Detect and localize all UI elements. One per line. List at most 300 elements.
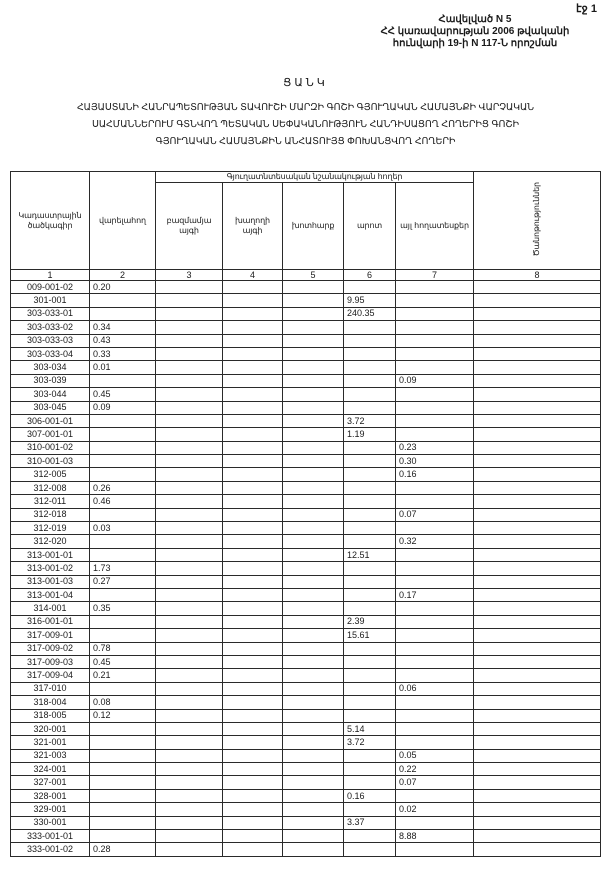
cell-perennial — [156, 763, 223, 776]
cell-note — [474, 722, 601, 735]
cell-hayfield — [283, 763, 344, 776]
cell-hayfield — [283, 816, 344, 829]
cell-arable: 0.35 — [90, 602, 156, 615]
table-row — [11, 522, 601, 535]
cell-pasture — [344, 347, 396, 360]
cell-note — [474, 562, 601, 575]
cell-vineyard — [223, 763, 283, 776]
cell-vineyard — [223, 441, 283, 454]
cell-arable — [90, 441, 156, 454]
cell-note — [474, 709, 601, 722]
cell-code: 314-001 — [11, 602, 90, 615]
cell-other: 0.06 — [396, 682, 474, 695]
cell-hayfield — [283, 455, 344, 468]
table-row — [11, 602, 601, 615]
cell-note — [474, 294, 601, 307]
cell-vineyard — [223, 548, 283, 561]
cell-vineyard — [223, 294, 283, 307]
table-row — [11, 428, 601, 441]
cell-other: 0.09 — [396, 374, 474, 387]
cell-arable — [90, 548, 156, 561]
header-vineyard: խաղողի այգի — [223, 183, 283, 270]
cell-note — [474, 803, 601, 816]
cell-arable — [90, 508, 156, 521]
cell-note — [474, 615, 601, 628]
cell-arable — [90, 629, 156, 642]
table-row — [11, 803, 601, 816]
cell-perennial — [156, 722, 223, 735]
cell-code: 321-003 — [11, 749, 90, 762]
cell-other: 0.02 — [396, 803, 474, 816]
cell-arable — [90, 682, 156, 695]
cell-pasture: 12.51 — [344, 548, 396, 561]
cell-arable — [90, 588, 156, 601]
table-row — [11, 575, 601, 588]
cell-vineyard — [223, 481, 283, 494]
cell-arable — [90, 374, 156, 387]
cell-code: 318-004 — [11, 696, 90, 709]
cell-hayfield — [283, 522, 344, 535]
cell-perennial — [156, 535, 223, 548]
cell-other: 0.17 — [396, 588, 474, 601]
cell-note — [474, 696, 601, 709]
cell-vineyard — [223, 468, 283, 481]
cell-hayfield — [283, 615, 344, 628]
cell-code: 303-044 — [11, 388, 90, 401]
cell-code: 321-001 — [11, 736, 90, 749]
cell-other — [396, 347, 474, 360]
table-row — [11, 414, 601, 427]
table-row — [11, 588, 601, 601]
cell-pasture: 240.35 — [344, 307, 396, 320]
cell-pasture: 3.37 — [344, 816, 396, 829]
cell-pasture — [344, 468, 396, 481]
table-row — [11, 508, 601, 521]
table-row — [11, 763, 601, 776]
cell-perennial — [156, 388, 223, 401]
cell-perennial — [156, 830, 223, 843]
table-row — [11, 388, 601, 401]
cell-vineyard — [223, 495, 283, 508]
cell-hayfield — [283, 776, 344, 789]
cell-other — [396, 361, 474, 374]
cell-perennial — [156, 428, 223, 441]
cell-note — [474, 441, 601, 454]
cell-other — [396, 307, 474, 320]
cell-note — [474, 830, 601, 843]
cell-hayfield — [283, 669, 344, 682]
cell-note — [474, 588, 601, 601]
cell-hayfield — [283, 749, 344, 762]
cell-other: 0.07 — [396, 508, 474, 521]
cell-code: 312-020 — [11, 535, 90, 548]
cell-note — [474, 334, 601, 347]
cell-vineyard — [223, 334, 283, 347]
cell-perennial — [156, 776, 223, 789]
cell-perennial — [156, 414, 223, 427]
cell-note — [474, 455, 601, 468]
cell-pasture — [344, 481, 396, 494]
cell-perennial — [156, 816, 223, 829]
cell-pasture — [344, 522, 396, 535]
table-row — [11, 562, 601, 575]
cell-other — [396, 294, 474, 307]
cell-code: 333-001-02 — [11, 843, 90, 856]
cell-perennial — [156, 334, 223, 347]
cell-hayfield — [283, 495, 344, 508]
cell-arable: 0.26 — [90, 481, 156, 494]
cell-other — [396, 495, 474, 508]
column-number: 8 — [474, 270, 601, 281]
cell-note — [474, 736, 601, 749]
cell-hayfield — [283, 294, 344, 307]
cell-pasture — [344, 401, 396, 414]
cell-code: 317-009-03 — [11, 655, 90, 668]
cell-note — [474, 789, 601, 802]
cell-note — [474, 281, 601, 294]
cell-pasture: 9.95 — [344, 294, 396, 307]
cell-arable: 0.09 — [90, 401, 156, 414]
cell-hayfield — [283, 789, 344, 802]
cell-vineyard — [223, 655, 283, 668]
cell-pasture — [344, 455, 396, 468]
table-row — [11, 789, 601, 802]
cell-code: 307-001-01 — [11, 428, 90, 441]
table-row — [11, 307, 601, 320]
cell-arable: 0.45 — [90, 388, 156, 401]
cell-perennial — [156, 642, 223, 655]
cell-vineyard — [223, 803, 283, 816]
cell-pasture: 3.72 — [344, 414, 396, 427]
cell-vineyard — [223, 455, 283, 468]
cell-other: 0.22 — [396, 763, 474, 776]
cell-code: 327-001 — [11, 776, 90, 789]
cell-code: 312-011 — [11, 495, 90, 508]
cell-code: 333-001-01 — [11, 830, 90, 843]
cell-code: 303-034 — [11, 361, 90, 374]
cell-other — [396, 481, 474, 494]
table-row — [11, 361, 601, 374]
cell-other — [396, 789, 474, 802]
cell-other: 0.23 — [396, 441, 474, 454]
cell-vineyard — [223, 401, 283, 414]
cell-hayfield — [283, 722, 344, 735]
cell-code: 317-010 — [11, 682, 90, 695]
cell-perennial — [156, 803, 223, 816]
cell-other: 0.16 — [396, 468, 474, 481]
cell-note — [474, 602, 601, 615]
cell-code: 303-033-01 — [11, 307, 90, 320]
cell-pasture — [344, 642, 396, 655]
cell-vineyard — [223, 749, 283, 762]
cell-arable — [90, 455, 156, 468]
cell-code: 303-033-04 — [11, 347, 90, 360]
cell-arable — [90, 428, 156, 441]
cell-pasture — [344, 696, 396, 709]
cell-other — [396, 548, 474, 561]
table-row — [11, 374, 601, 387]
header-code: Կադաստրային ծածկագիր — [11, 172, 90, 270]
cell-pasture — [344, 495, 396, 508]
cell-arable: 0.78 — [90, 642, 156, 655]
cell-arable: 0.46 — [90, 495, 156, 508]
cell-note — [474, 535, 601, 548]
cell-vineyard — [223, 682, 283, 695]
table-row — [11, 629, 601, 642]
cell-code: 313-001-02 — [11, 562, 90, 575]
cell-note — [474, 548, 601, 561]
cell-perennial — [156, 602, 223, 615]
cell-other — [396, 522, 474, 535]
cell-hayfield — [283, 736, 344, 749]
cell-vineyard — [223, 696, 283, 709]
description-line-3: ԳՅՈՒՂԱԿԱՆ ՀԱՄԱՅՆՔԻՆ ԱՆՀԱՏՈՒՅՑ ՓՈԽԱՆՑՎՈՂ ՀՈՂԵՐԻ — [155, 135, 456, 146]
cell-hayfield — [283, 374, 344, 387]
cell-other — [396, 321, 474, 334]
cell-other: 8.88 — [396, 830, 474, 843]
cell-note — [474, 749, 601, 762]
cell-note — [474, 321, 601, 334]
description-line-1: ՀԱՅԱՍՏԱՆԻ ՀԱՆՐԱՊԵՏՈՒԹՅԱՆ ՏԱՎՈՒՇԻ ՄԱՐԶԻ ԳՈՇԻ ԳՅՈՒՂԱԿԱՆ ՀԱՄԱՅՆՔԻ ՎԱՐՉԱԿԱՆ — [76, 101, 535, 112]
cell-vineyard — [223, 428, 283, 441]
cell-perennial — [156, 468, 223, 481]
table-row — [11, 321, 601, 334]
column-number: 6 — [344, 270, 396, 281]
cell-perennial — [156, 843, 223, 856]
cell-vineyard — [223, 321, 283, 334]
cell-note — [474, 669, 601, 682]
header-other: այլ հողատեսքեր — [396, 183, 474, 270]
cell-perennial — [156, 441, 223, 454]
table-row — [11, 281, 601, 294]
cell-vineyard — [223, 789, 283, 802]
cell-vineyard — [223, 816, 283, 829]
cell-pasture — [344, 575, 396, 588]
cell-hayfield — [283, 629, 344, 642]
table-row — [11, 294, 601, 307]
cell-hayfield — [283, 830, 344, 843]
cell-code: 303-045 — [11, 401, 90, 414]
cell-note — [474, 428, 601, 441]
description-line-2: ՍԱՀՄԱՆՆԵՐՈՒՄ ԳՏՆՎՈՂ ՊԵՏԱԿԱՆ ՍԵՓԱԿԱՆՈՒԹՅՈՒՆ ՀԱՆԴԻՍԱՑՈՂ ՀՈՂԵՐԻՑ ԳՈՇԻ — [92, 118, 519, 129]
cell-arable: 0.21 — [90, 669, 156, 682]
cell-arable: 0.45 — [90, 655, 156, 668]
table-row — [11, 655, 601, 668]
cell-perennial — [156, 321, 223, 334]
cell-other: 0.32 — [396, 535, 474, 548]
cell-perennial — [156, 655, 223, 668]
cell-perennial — [156, 588, 223, 601]
cell-perennial — [156, 522, 223, 535]
cell-vineyard — [223, 843, 283, 856]
cell-hayfield — [283, 655, 344, 668]
cell-other — [396, 696, 474, 709]
cell-pasture — [344, 588, 396, 601]
document-description — [0, 98, 611, 149]
cell-note — [474, 843, 601, 856]
cell-code: 316-001-01 — [11, 615, 90, 628]
cell-code: 009-001-02 — [11, 281, 90, 294]
cell-arable: 0.34 — [90, 321, 156, 334]
cell-pasture — [344, 508, 396, 521]
annex-line-1: Հավելված N 5 — [438, 14, 512, 25]
table-row — [11, 696, 601, 709]
cell-note — [474, 508, 601, 521]
table-row — [11, 441, 601, 454]
cell-pasture — [344, 655, 396, 668]
cell-vineyard — [223, 575, 283, 588]
cell-perennial — [156, 361, 223, 374]
cell-note — [474, 388, 601, 401]
cell-arable: 0.20 — [90, 281, 156, 294]
cell-arable — [90, 776, 156, 789]
cell-code: 312-018 — [11, 508, 90, 521]
cell-hayfield — [283, 696, 344, 709]
column-number: 3 — [156, 270, 223, 281]
cell-perennial — [156, 347, 223, 360]
cell-code: 317-009-02 — [11, 642, 90, 655]
table-row — [11, 843, 601, 856]
cell-note — [474, 374, 601, 387]
cell-vineyard — [223, 588, 283, 601]
cell-note — [474, 347, 601, 360]
cell-perennial — [156, 629, 223, 642]
cell-other — [396, 655, 474, 668]
cell-pasture: 2.39 — [344, 615, 396, 628]
cell-hayfield — [283, 642, 344, 655]
cell-arable — [90, 736, 156, 749]
cell-arable — [90, 414, 156, 427]
cell-other — [396, 709, 474, 722]
cell-pasture — [344, 709, 396, 722]
header-note — [474, 172, 601, 270]
cell-perennial — [156, 575, 223, 588]
cell-perennial — [156, 481, 223, 494]
cell-other: 0.05 — [396, 749, 474, 762]
table-row — [11, 669, 601, 682]
cell-hayfield — [283, 535, 344, 548]
cell-hayfield — [283, 481, 344, 494]
cell-note — [474, 655, 601, 668]
cell-arable: 1.73 — [90, 562, 156, 575]
table-row — [11, 722, 601, 735]
cell-perennial — [156, 749, 223, 762]
cell-note — [474, 468, 601, 481]
cell-vineyard — [223, 736, 283, 749]
cell-pasture — [344, 334, 396, 347]
column-number: 1 — [11, 270, 90, 281]
cell-code: 318-005 — [11, 709, 90, 722]
cell-other — [396, 428, 474, 441]
header-arable: վարելահող — [90, 172, 156, 270]
cell-arable — [90, 830, 156, 843]
cell-pasture — [344, 361, 396, 374]
cell-pasture — [344, 669, 396, 682]
cell-code: 303-033-03 — [11, 334, 90, 347]
column-numbers-row — [11, 270, 601, 281]
annex-line-3: հունվարի 19-ի N 117-Ն որոշման — [392, 38, 558, 49]
cell-hayfield — [283, 602, 344, 615]
table-row — [11, 736, 601, 749]
cell-pasture — [344, 602, 396, 615]
cell-code: 312-008 — [11, 481, 90, 494]
cell-vineyard — [223, 361, 283, 374]
cell-note — [474, 629, 601, 642]
cell-note — [474, 763, 601, 776]
cell-arable — [90, 749, 156, 762]
cell-note — [474, 682, 601, 695]
cell-other — [396, 629, 474, 642]
cell-code: 301-001 — [11, 294, 90, 307]
cell-other — [396, 281, 474, 294]
cell-pasture: 5.14 — [344, 722, 396, 735]
cell-arable — [90, 615, 156, 628]
cell-perennial — [156, 281, 223, 294]
cell-hayfield — [283, 562, 344, 575]
cell-vineyard — [223, 629, 283, 642]
cell-vineyard — [223, 374, 283, 387]
cell-hayfield — [283, 548, 344, 561]
cell-perennial — [156, 789, 223, 802]
cell-pasture — [344, 749, 396, 762]
cell-vineyard — [223, 347, 283, 360]
column-number: 7 — [396, 270, 474, 281]
table-row — [11, 642, 601, 655]
cell-pasture — [344, 843, 396, 856]
table-row — [11, 495, 601, 508]
cell-hayfield — [283, 428, 344, 441]
cell-note — [474, 307, 601, 320]
cell-arable — [90, 763, 156, 776]
cell-other — [396, 669, 474, 682]
cell-perennial — [156, 508, 223, 521]
cell-perennial — [156, 615, 223, 628]
cell-code: 306-001-01 — [11, 414, 90, 427]
cell-other: 0.07 — [396, 776, 474, 789]
cell-code: 303-033-02 — [11, 321, 90, 334]
list-title: ՑԱՆԿ — [283, 77, 328, 89]
cell-perennial — [156, 374, 223, 387]
cell-perennial — [156, 294, 223, 307]
cell-perennial — [156, 307, 223, 320]
cell-perennial — [156, 548, 223, 561]
cell-code: 328-001 — [11, 789, 90, 802]
cell-vineyard — [223, 388, 283, 401]
cell-pasture — [344, 763, 396, 776]
cell-hayfield — [283, 347, 344, 360]
table-row — [11, 481, 601, 494]
cell-hayfield — [283, 401, 344, 414]
cell-pasture: 3.72 — [344, 736, 396, 749]
header-pasture: արոտ — [344, 183, 396, 270]
cell-other — [396, 642, 474, 655]
cell-arable: 0.08 — [90, 696, 156, 709]
header-perennial: բազմամյա այգի — [156, 183, 223, 270]
cell-arable — [90, 307, 156, 320]
cell-perennial — [156, 736, 223, 749]
table-row — [11, 776, 601, 789]
cell-vineyard — [223, 602, 283, 615]
cell-arable: 0.43 — [90, 334, 156, 347]
column-number: 4 — [223, 270, 283, 281]
cell-arable — [90, 722, 156, 735]
cell-vineyard — [223, 722, 283, 735]
table-row — [11, 334, 601, 347]
cell-hayfield — [283, 414, 344, 427]
cell-arable — [90, 535, 156, 548]
cell-code: 324-001 — [11, 763, 90, 776]
cell-arable — [90, 294, 156, 307]
